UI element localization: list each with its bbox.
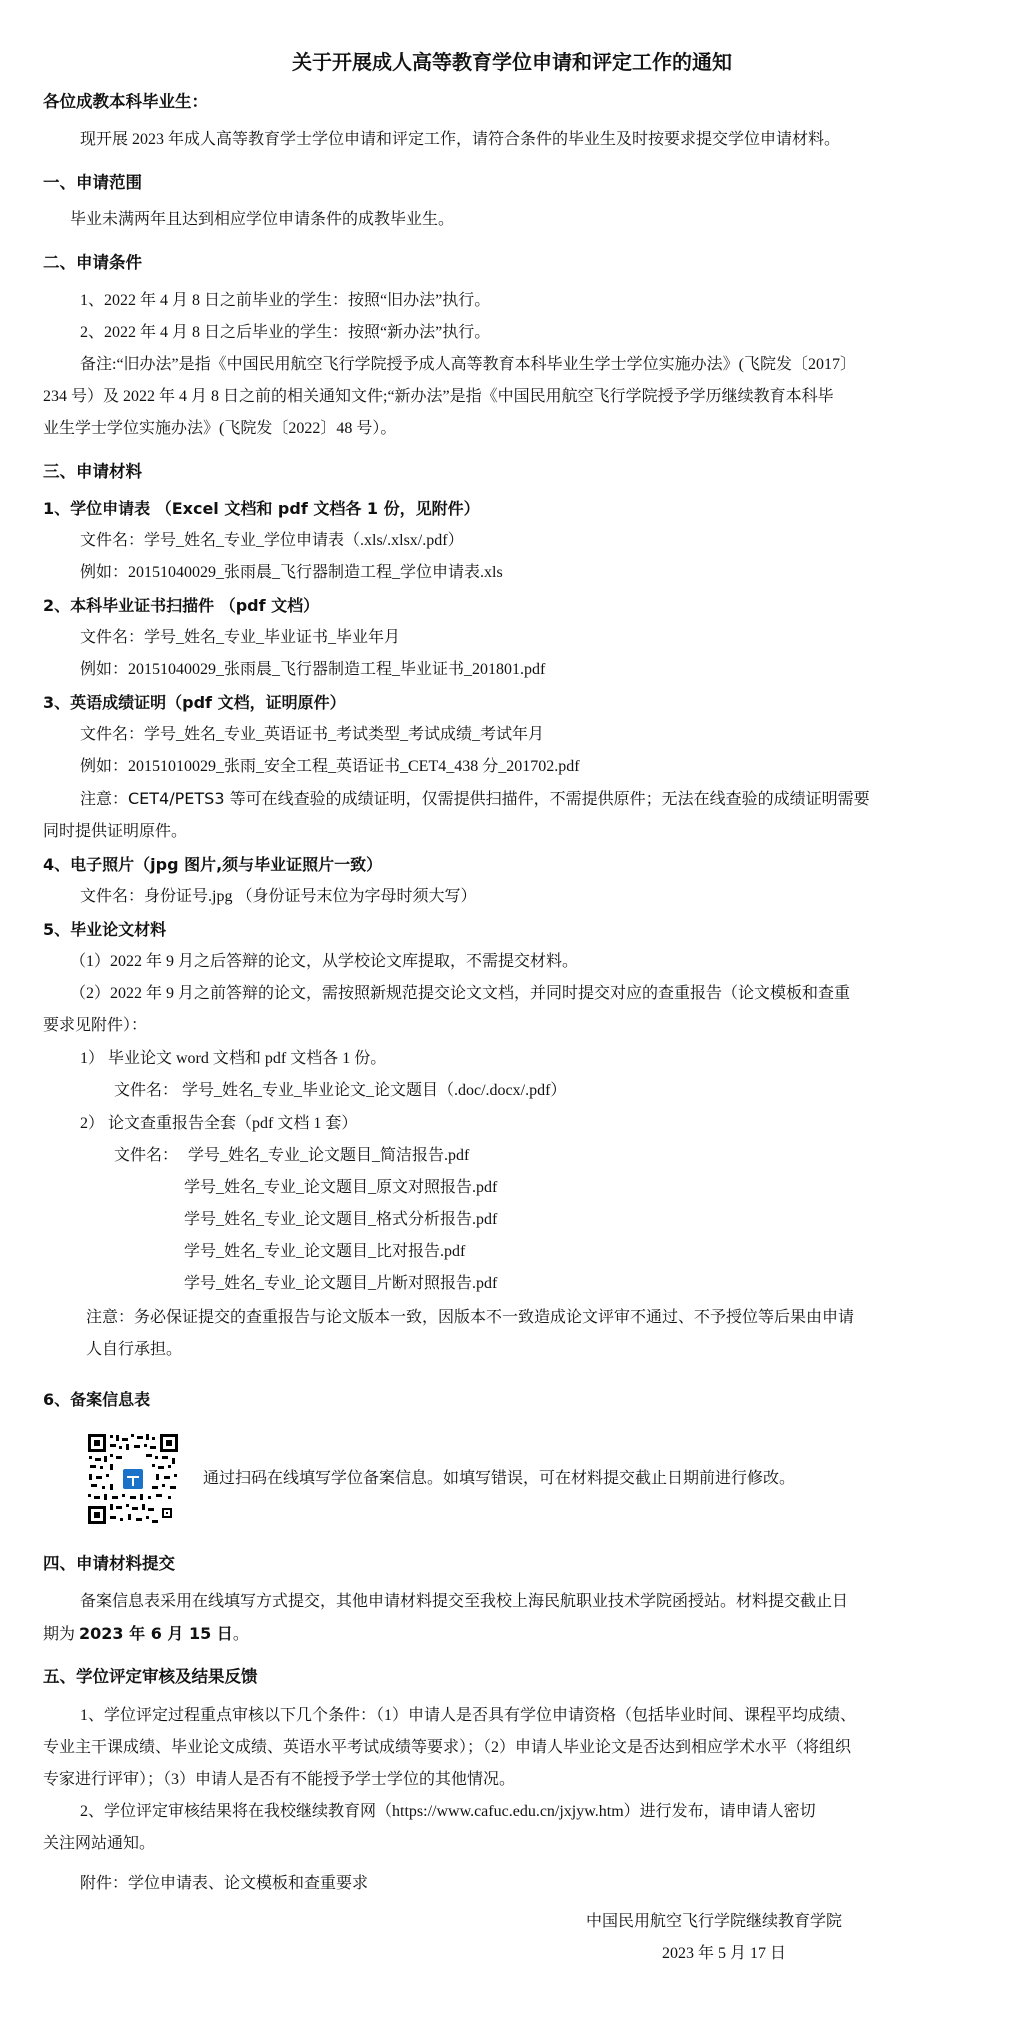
intro-paragraph: 现开展 2023 年成人高等教育学士学位申请和评定工作，请符合条件的毕业生及时按要求提交学位申请材料。 — [80, 131, 841, 148]
material-1-filename: 文件名：学号_姓名_专业_学位申请表（.xls/.xlsx/.pdf） — [80, 532, 464, 549]
review-result-line: 2、学位评定审核结果将在我校继续教育网（https://www.cafuc.edu.cn/jxjyw.htm）进行发布，请申请人密切 — [80, 1803, 816, 1820]
material-5-note: 注意：务必保证提交的查重报告与论文版本一致，因版本不一致造成论文评审不通过、不予授位等后果由申请 — [86, 1307, 855, 1326]
section-5-heading: 五、学位评定审核及结果反馈 — [43, 1667, 258, 1686]
plagiarism-report-label: 文件名： — [114, 1147, 179, 1164]
material-2-filename: 文件名：学号_姓名_专业_毕业证书_毕业年月 — [80, 629, 401, 646]
condition-note-line: 业生学士学位实施办法》(飞院发〔2022〕48 号）。 — [43, 420, 397, 437]
material-3-note: 注意：CET4/PETS3 等可在线查验的成绩证明，仅需提供扫描件，不需提供原件；无法在线查验的成绩证明需要 — [80, 789, 870, 808]
salutation: 各位成教本科毕业生： — [43, 92, 208, 111]
deadline-suffix: 。 — [232, 1626, 249, 1643]
thesis-doc-filename: 文件名： 学号_姓名_专业_毕业论文_论文题目（.doc/.docx/.pdf） — [114, 1082, 567, 1099]
submission-deadline-line — [43, 1618, 986, 1651]
qr-code[interactable] — [86, 1432, 180, 1526]
plagiarism-report-file: 学号_姓名_专业_论文题目_原文对照报告.pdf — [184, 1179, 498, 1196]
signature-date: 2023 年 5 月 17 日 — [662, 1945, 787, 1962]
deadline-prefix: 期为 — [43, 1626, 80, 1643]
signature-organization: 中国民用航空飞行学院继续教育学院 — [586, 1913, 843, 1930]
material-5-note: 人自行承担。 — [86, 1339, 183, 1358]
material-3-note: 同时提供证明原件。 — [43, 821, 188, 840]
attachment-note: 附件：学位申请表、论文模板和查重要求 — [80, 1875, 369, 1892]
material-5-point-2: （2）2022 年 9 月之前答辩的论文，需按照新规范提交论文文档，并同时提交对应的查重报告（论文模板和查重 — [70, 985, 851, 1002]
material-3-example: 例如：20151010029_张雨_安全工程_英语证书_CET4_438 分_201702.pdf — [80, 758, 580, 775]
material-5-point-1: （1）2022 年 9 月之后答辩的论文，从学校论文库提取，不需提交材料。 — [70, 953, 579, 970]
condition-note-line: 234 号）及 2022 年 4 月 8 日之前的相关通知文件;“新办法”是指《中国民用航空飞行学院授予学历继续教育本科毕 — [43, 388, 834, 405]
material-4-filename: 文件名：身份证号.jpg （身份证号末位为字母时须大写） — [80, 888, 477, 905]
material-1-heading: 1、学位申请表 （Excel 文档和 pdf 文档各 1 份，见附件） — [43, 499, 480, 518]
review-criteria-line: 专家进行评审）；（3）申请人是否有不能授予学士学位的其他情况。 — [43, 1771, 516, 1788]
condition-note-line: 备注:“旧办法”是指《中国民用航空飞行学院授予成人高等教育本科毕业生学士学位实施办法》(飞院发〔2017〕 — [80, 356, 856, 373]
section-1-heading: 一、申请范围 — [43, 173, 142, 192]
page-title: 关于开展成人高等教育学位申请和评定工作的通知 — [292, 52, 732, 74]
review-criteria-line: 1、学位评定过程重点审核以下几个条件：（1）申请人是否具有学位申请资格（包括毕业时间、课程平均成绩、 — [80, 1707, 857, 1724]
plagiarism-report-file: 学号_姓名_专业_论文题目_片断对照报告.pdf — [184, 1275, 498, 1292]
material-5-heading: 5、毕业论文材料 — [43, 920, 167, 939]
material-4-heading: 4、电子照片（jpg 图片,须与毕业证照片一致） — [43, 855, 383, 874]
material-2-example: 例如：20151040029_张雨晨_飞行器制造工程_毕业证书_201801.pdf — [80, 661, 546, 678]
review-criteria-line: 专业主干课成绩、毕业论文成绩、英语水平考试成绩等要求）；（2）申请人毕业论文是否达到相应学术水平（将组织 — [43, 1739, 852, 1756]
qr-instruction: 通过扫码在线填写学位备案信息。如填写错误，可在材料提交截止日期前进行修改。 — [203, 1470, 796, 1487]
plagiarism-report-file: 学号_姓名_专业_论文题目_格式分析报告.pdf — [184, 1211, 498, 1228]
review-result-line: 关注网站通知。 — [43, 1835, 156, 1852]
section-2-heading: 二、申请条件 — [43, 253, 142, 272]
plagiarism-report-file: 学号_姓名_专业_论文题目_简洁报告.pdf — [188, 1147, 470, 1164]
condition-item-2: 2、2022 年 4 月 8 日之后毕业的学生：按照“新办法”执行。 — [80, 324, 491, 341]
section-4-heading: 四、申请材料提交 — [43, 1554, 175, 1573]
thesis-doc-item: 1） 毕业论文 word 文档和 pdf 文档各 1 份。 — [80, 1050, 387, 1067]
material-3-filename: 文件名：学号_姓名_专业_英语证书_考试类型_考试成绩_考试年月 — [80, 726, 545, 743]
condition-item-1: 1、2022 年 4 月 8 日之前毕业的学生：按照“旧办法”执行。 — [80, 292, 491, 309]
section-1-text: 毕业未满两年且达到相应学位申请条件的成教毕业生。 — [70, 211, 455, 228]
submission-text: 备案信息表采用在线填写方式提交，其他申请材料提交至我校上海民航职业技术学院函授站。材料提交截止日 — [80, 1593, 849, 1610]
material-5-point-2: 要求见附件）： — [43, 1017, 148, 1034]
section-3-heading: 三、申请材料 — [43, 462, 142, 481]
deadline-date: 2023 年 6 月 15 日 — [79, 1624, 233, 1643]
plagiarism-report-file: 学号_姓名_专业_论文题目_比对报告.pdf — [184, 1243, 466, 1260]
material-3-heading: 3、英语成绩证明（pdf 文档，证明原件） — [43, 693, 346, 712]
plagiarism-report-item: 2） 论文查重报告全套（pdf 文档 1 套） — [80, 1115, 358, 1132]
material-1-example: 例如：20151040029_张雨晨_飞行器制造工程_学位申请表.xls — [80, 564, 503, 581]
material-2-heading: 2、本科毕业证书扫描件 （pdf 文档） — [43, 596, 320, 615]
material-6-heading: 6、备案信息表 — [43, 1390, 151, 1409]
